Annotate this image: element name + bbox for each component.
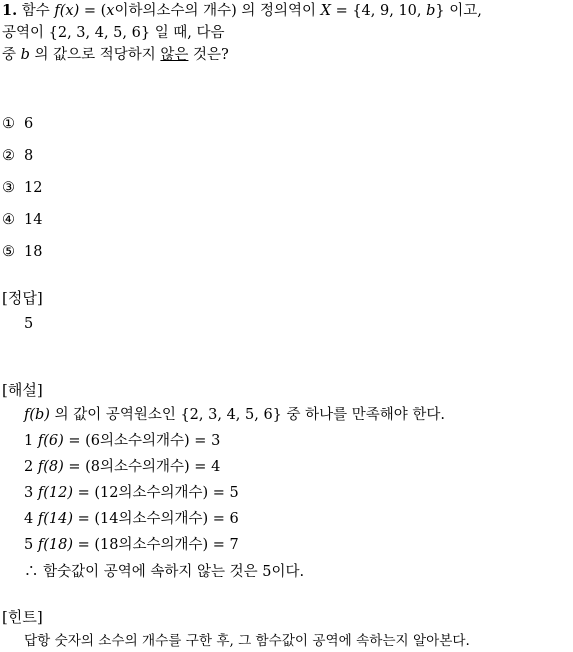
choice-2[interactable] [2,147,33,165]
choice-mark: ⑤ [2,244,15,260]
function-expression: f(x) [54,3,80,19]
explanation-conclusion: ∴ 함숫값이 공역에 속하지 않는 것은 5이다. [24,564,305,580]
explanation-row: 1 f(6) = (6의소수의개수) = 3 [24,433,221,449]
answer-header: [정답] [2,289,43,307]
hint-text: 답항 숫자의 소수의 개수를 구한 후, 그 함수값이 공역에 속하는지 알아본다. [24,633,470,649]
question-line-1: 1. 함수 f(x) = (x이하의소수의 개수) 의 정의역이 X = {4, 9, 10, b} 이고, [2,2,482,19]
emphasis-underline: 않은 [160,47,189,63]
explanation-intro: f(b) 의 값이 공역원소인 {2, 3, 4, 5, 6} 중 하나를 만족해야 한다. [24,407,446,423]
explanation-row: 4 f(14) = (14의소수의개수) = 6 [24,511,239,527]
explanation-row: 2 f(8) = (8의소수의개수) = 4 [24,459,221,475]
choice-value: 8 [24,148,34,164]
choice-value: 6 [24,116,34,132]
choice-mark: ② [2,148,15,164]
question-number: 1. [2,2,18,19]
choice-mark: ④ [2,212,15,228]
choice-mark: ① [2,116,15,132]
explanation-row: 3 f(12) = (12의소수의개수) = 5 [24,485,239,501]
choice-value: 14 [24,212,43,228]
choice-value: 18 [24,244,43,260]
question-line-2: 공역이 {2, 3, 4, 5, 6} 일 때, 다음 [2,25,225,41]
choice-value: 12 [24,180,43,196]
explanation-header: [해설] [2,381,43,399]
question-line-3: 중 b 의 값으로 적당하지 않은 것은? [2,47,229,63]
hint-header: [힌트] [2,608,43,626]
choice-1[interactable] [2,115,33,133]
choice-3[interactable] [2,179,42,197]
choice-mark: ③ [2,180,15,196]
choice-4[interactable] [2,211,42,229]
answer-value: 5 [24,316,34,332]
explanation-row: 5 f(18) = (18의소수의개수) = 7 [24,537,239,553]
choice-5[interactable] [2,243,42,261]
